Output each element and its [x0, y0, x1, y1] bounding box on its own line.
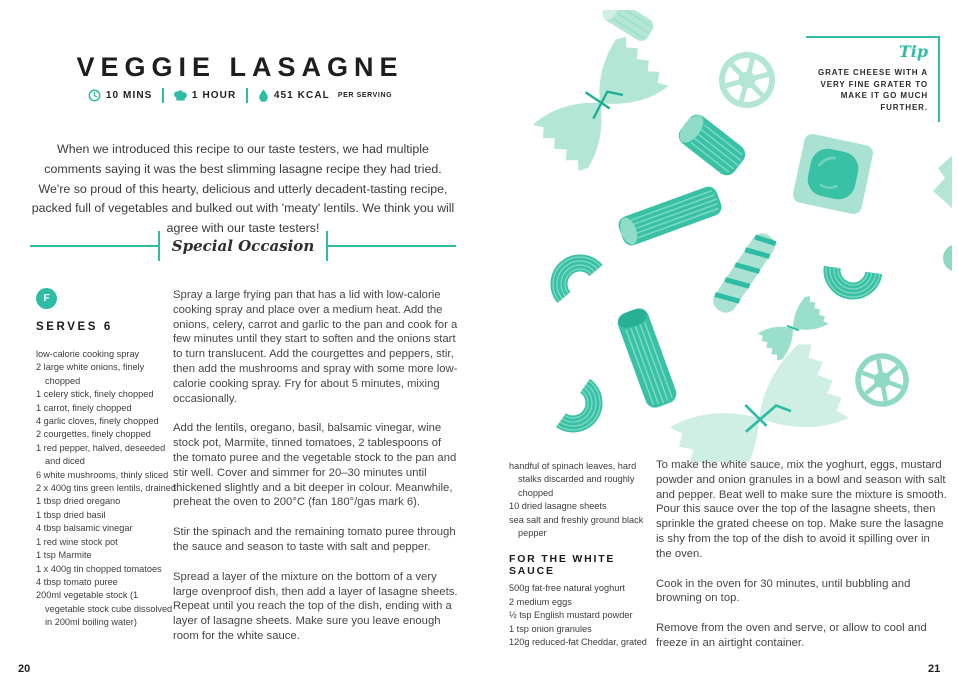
ingredient-item: 1 red pepper, halved, deseeded and diced: [36, 442, 166, 467]
recipe-title: VEGGIE LASAGNE: [76, 52, 404, 83]
ingredient-item: ½ tsp English mustard powder: [509, 610, 633, 621]
ingredient-item: 1 red wine stock pot: [36, 536, 118, 547]
macaroni-elbow-pasta: [558, 381, 611, 441]
recipe-meta: [28, 88, 452, 103]
tip-label: Tip: [898, 42, 928, 61]
ingredient-item: 1 tbsp dried oregano: [36, 496, 121, 507]
prep-time-label: 10 MINS: [105, 90, 153, 101]
page-number-left: 20: [18, 663, 31, 675]
calories: [258, 89, 392, 102]
ingredient-item: 200ml vegetable stock (1 vegetable stock cube dissolved in 200ml boiling water): [36, 590, 173, 628]
rotelle-pasta: [854, 352, 910, 408]
tip-box: [806, 36, 940, 122]
ingredient-item: sea salt and freshly ground black pepper: [509, 514, 644, 539]
recipe-intro: When we introduced this recipe to our taste testers, we had multiple comments saying it was the best slimming lasagne recipe they had tried. We're so proud of this hearty, delicious and utterly decadent-tasting recipe, packed full of vegetables and bulked out with 'meaty' lentils. We think you will agree with our taste testers!: [31, 142, 455, 235]
ingredients-column-2: [509, 460, 652, 649]
ingredient-item: 2 large white onions, finely chopped: [36, 362, 145, 386]
freezable-badge: F: [36, 288, 57, 309]
ingredient-item: 1 tsp onion granules: [509, 623, 592, 634]
rigatoni-pasta: [616, 184, 724, 248]
occasion-label: Special Occasion: [171, 237, 315, 255]
partial-pasta-shape: [933, 156, 952, 208]
method-paragraph: Spread a layer of the mixture on the bottom of a very large ovenproof dish, then add a layer of lasagne sheets. Repeat until you reach the top of the dish, ending with a layer of lasagne sheets. Make sure you leave enough room for the white sauce.: [173, 570, 458, 642]
chef-hat-icon: [174, 90, 187, 101]
ingredient-item: 10 dried lasagne sheets: [509, 501, 607, 512]
macaroni-elbow-pasta: [542, 246, 601, 301]
ingredient-item: 120g reduced-fat Cheddar, grated: [509, 637, 647, 648]
occasion-divider: [30, 231, 456, 261]
method-paragraph: To make the white sauce, mix the yoghurt, eggs, mustard powder and onion granules in a bowl and season with salt and pepper. Beat well to make sure the mixture is smooth. Pour this sauce over the top of the lasagne sheets, then sprinkle the grated cheese on top. Make sure the lasagne is shy from the top of the dish to avoid it spilling over in the oven.: [656, 459, 947, 560]
method-paragraph: Remove from the oven and serve, or allow to cool and freeze in an airtight container.: [656, 622, 927, 649]
ingredient-item: handful of spinach leaves, hard stalks discarded and roughly chopped: [509, 461, 637, 498]
ingredient-item: 1 x 400g tin chopped tomatoes: [36, 563, 162, 574]
white-sauce-list: [509, 582, 652, 649]
method-paragraph: Spray a large frying pan that has a lid with low-calorie cooking spray and place over a medium heat. Add the onions, celery, carrot and garlic to the pan and cook for a few minutes until they start to soften and the onions start to turn translucent. Add the courgettes and peppers, stir, then add the mushrooms and spray with some more low-calorie cooking spray. Fry for about 5 minutes, mixing occasionally.: [173, 289, 458, 405]
serves-heading: SERVES 6: [36, 321, 113, 333]
ingredients-list: [509, 460, 652, 540]
meta-divider: [162, 88, 164, 103]
ravioli-pasta: [791, 132, 874, 215]
prep-time: [88, 89, 153, 102]
ingredient-item: 4 garlic cloves, finely chopped: [36, 416, 159, 427]
rotelle-pasta: [716, 49, 777, 110]
rigatoni-pasta: [674, 110, 749, 179]
ingredients-list: [36, 348, 178, 630]
ingredient-item: 1 tsp Marmite: [36, 550, 92, 561]
tip-text: GRATE CHEESE WITH A VERY FINE GRATER TO MAKE IT GO MUCH FURTHER.: [818, 68, 928, 112]
partial-pasta-shape: [943, 244, 952, 272]
macaroni-elbow-pasta: [823, 266, 880, 300]
calories-suffix: PER SERVING: [337, 92, 393, 99]
divider-line: [328, 245, 456, 247]
ingredient-item: low-calorie cooking spray: [36, 349, 140, 359]
clock-icon: [88, 89, 101, 102]
ingredient-item: 1 tbsp dried basil: [36, 509, 106, 520]
meta-divider: [246, 88, 248, 103]
method-paragraph: Stir the spinach and the remaining tomato puree through the sauce and season to taste with salt and pepper.: [173, 526, 456, 553]
farfalle-pasta: [526, 32, 676, 178]
farfalle-pasta: [661, 338, 858, 462]
method-column-2: [656, 458, 948, 666]
calories-label: 451 KCAL: [273, 90, 330, 101]
ingredient-item: 6 white mushrooms, thinly sliced: [36, 469, 169, 480]
ingredient-item: 2 courgettes, finely chopped: [36, 429, 151, 440]
method-paragraph: Cook in the oven for 30 minutes, until bubbling and browning on top.: [656, 577, 911, 605]
ingredient-item: 2 x 400g tins green lentils, drained: [36, 483, 176, 494]
ingredient-item: 1 carrot, finely chopped: [36, 402, 132, 413]
ingredient-item: 2 medium eggs: [509, 596, 572, 607]
divider-line: [30, 245, 158, 247]
fusilli-pasta: [709, 229, 779, 317]
tube-pasta: [599, 10, 656, 44]
ingredient-item: 4 tbsp tomato puree: [36, 576, 118, 587]
rigatoni-pasta: [615, 306, 679, 411]
ingredient-item: 500g fat-free natural yoghurt: [509, 583, 625, 594]
ingredients-column: [36, 348, 178, 630]
ingredient-item: 4 tbsp balsamic vinegar: [36, 523, 133, 534]
white-sauce-heading: FOR THE WHITE SAUCE: [509, 553, 616, 578]
method-column: [173, 288, 459, 659]
method-paragraph: Add the lentils, oregano, basil, balsamic vinegar, wine stock pot, Marmite, tinned tomatoes, 2 tablespoons of the tomato puree and the vegetable stock to the pan and stir well. Cover and simmer for 20–30 minutes until thickened slightly and a bit deeper in colour. Meanwhile, preheat the oven to 200°C (fan 180°/gas mark 6).: [173, 422, 457, 509]
page-number-right: 21: [928, 663, 941, 675]
ingredient-item: 1 celery stick, finely chopped: [36, 389, 154, 400]
droplet-icon: [258, 89, 269, 102]
cook-time: [174, 90, 236, 101]
cook-time-label: 1 HOUR: [191, 90, 237, 101]
